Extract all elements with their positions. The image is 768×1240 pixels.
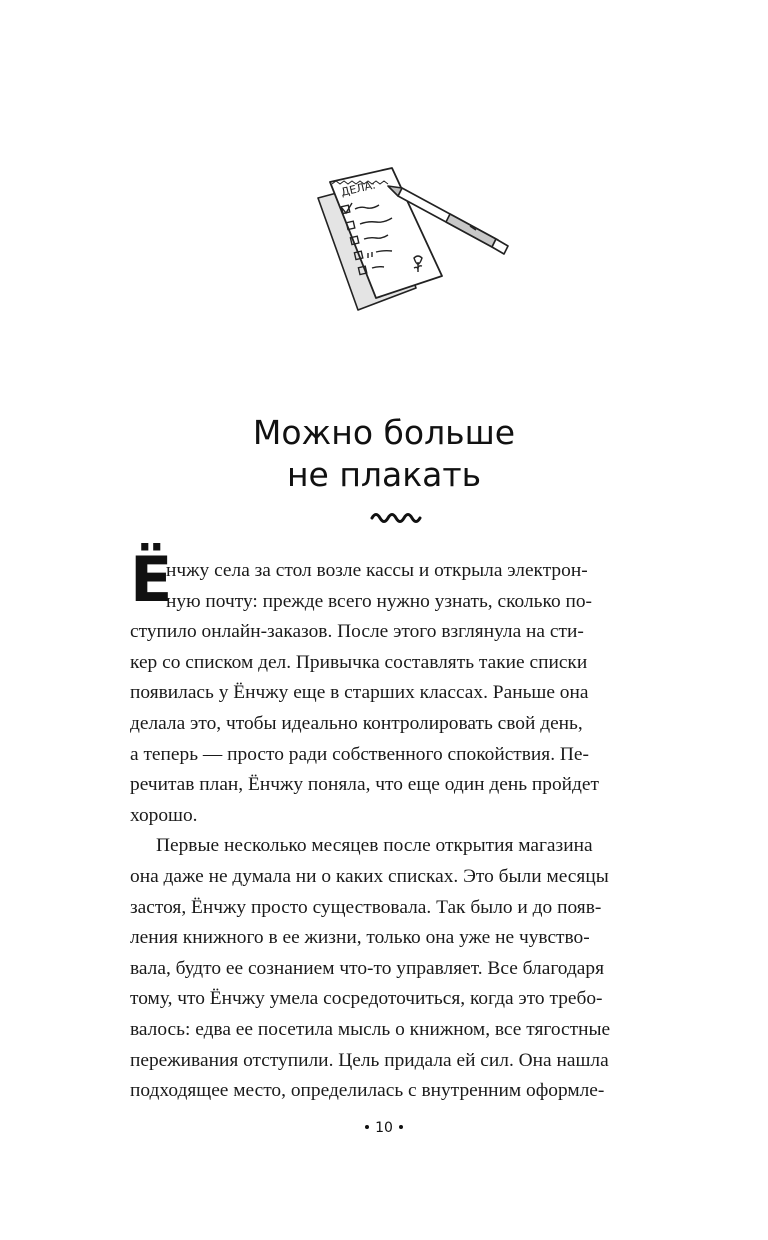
page-number-dot-left [365, 1125, 369, 1129]
text-line: появилась у Ёнчжу еще в старших классах. Раньше она [130, 682, 589, 704]
text-line: речитав план, Ёнчжу поняла, что еще один день пройдет [130, 774, 600, 796]
text-line: ления книжного в ее жизни, только она уже не чувство- [130, 927, 590, 949]
todo-list-with-pen-icon [300, 160, 530, 320]
illustration-heading: ДЕЛА: [339, 178, 377, 199]
page-number [0, 1119, 768, 1137]
text-line: ную почту: прежде всего нужно узнать, сколько по- [166, 590, 593, 612]
body-text [130, 556, 640, 1107]
text-line: застоя, Ёнчжу просто существовала. Так было и до появ- [130, 896, 602, 918]
chapter-title [0, 412, 768, 496]
paragraph-2 [130, 831, 640, 1106]
text-line: переживания отступили. Цель придала ей сил. Она нашла [130, 1049, 609, 1071]
text-line: валось: едва ее посетила мысль о книжном, все тягостные [130, 1018, 611, 1040]
text-line: кер со списком дел. Привычка составлять такие списки [130, 651, 588, 673]
text-line: она даже не думала ни о каких списках. Это были месяцы [130, 865, 609, 887]
drop-cap: Ё [130, 543, 173, 616]
text-line: а теперь — просто ради собственного спокойствия. Пе- [130, 743, 589, 765]
chapter-title-line-2: не плакать [286, 455, 482, 494]
page-number-dot-right [399, 1125, 403, 1129]
page-number-value: 10 [375, 1120, 393, 1136]
text-line: хорошо. [130, 804, 198, 826]
text-line: вала, будто ее сознанием что-то управляет. Все благодаря [130, 957, 605, 979]
text-line: тому, что Ёнчжу умела сосредоточиться, когда это требо- [130, 988, 603, 1010]
paragraph-1 [130, 556, 640, 831]
text-line: нчжу села за стол возле кассы и открыла электрон- [166, 560, 588, 581]
text-line: Первые несколько месяцев после открытия магазина [156, 835, 593, 857]
chapter-title-line-1: Можно больше [252, 413, 516, 452]
text-line: ступило онлайн-заказов. После этого взглянула на сти- [130, 621, 584, 643]
text-line: делала это, чтобы идеально контролировать свой день, [130, 712, 583, 734]
wavy-divider-icon [370, 508, 426, 524]
text-line: подходящее место, определилась с внутренним оформле- [130, 1080, 605, 1102]
